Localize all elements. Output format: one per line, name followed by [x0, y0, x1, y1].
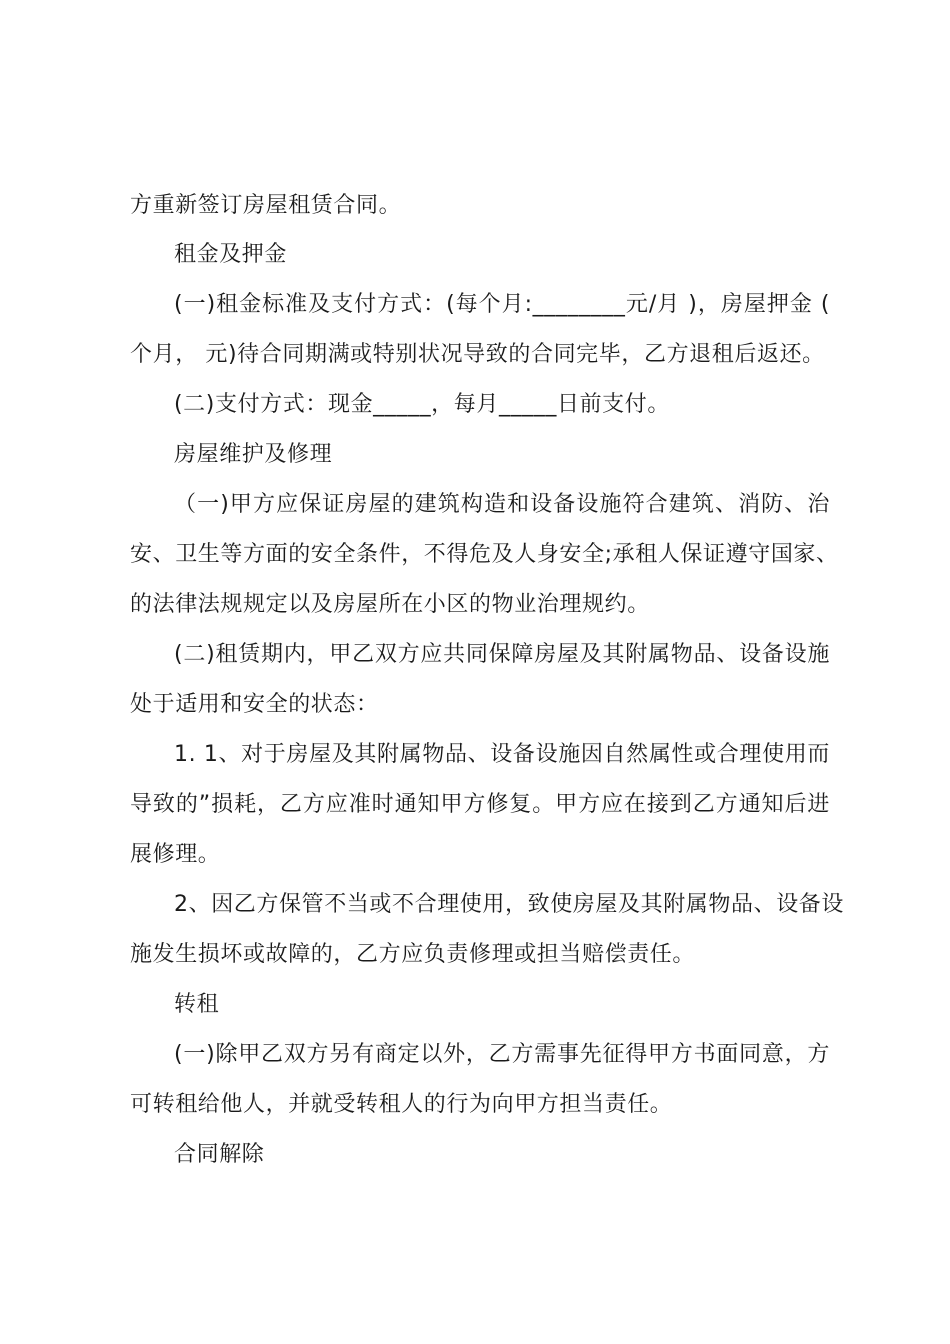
- section-heading: 房屋维护及修理: [174, 442, 333, 467]
- paragraph-line: 个月， 元)待合同期满或特别状况导致的合同完毕，乙方退租后返还。: [130, 342, 825, 367]
- section-heading: 转租: [174, 992, 220, 1017]
- paragraph-line: 方重新签订房屋租赁合同。: [130, 193, 402, 218]
- section-heading: 租金及押金: [174, 242, 288, 267]
- paragraph-line: 处于适用和安全的状态：: [130, 692, 379, 717]
- paragraph-line: 安、卫生等方面的安全条件，不得危及人身安全;承租人保证遵守国家、: [130, 542, 839, 567]
- paragraph-line: 2、因乙方保管不当或不合理使用，致使房屋及其附属物品、设备设: [174, 892, 844, 917]
- paragraph-line: 的法律法规规定以及房屋所在小区的物业治理规约。: [130, 592, 650, 617]
- section-heading: 合同解除: [174, 1142, 265, 1167]
- paragraph-line: (一)租金标准及支付方式：(每个月:________元/月 )，房屋押金 (: [174, 292, 830, 317]
- paragraph-line: (二)支付方式：现金_____，每月_____日前支付。: [174, 392, 670, 417]
- paragraph-line: 导致的”损耗，乙方应准时通知甲方修复。甲方应在接到乙方通知后进: [130, 792, 830, 817]
- paragraph-line: 展修理。: [130, 842, 221, 867]
- paragraph-line: (二)租赁期内，甲乙双方应共同保障房屋及其附属物品、设备设施: [174, 642, 830, 667]
- paragraph-line: (一)除甲乙双方另有商定以外，乙方需事先征得甲方书面同意，方: [174, 1042, 830, 1067]
- paragraph-line: 1. 1、对于房屋及其附属物品、设备设施因自然属性或合理使用而: [174, 742, 830, 767]
- paragraph-line: （一)甲方应保证房屋的建筑构造和设备设施符合建筑、消防、治: [174, 492, 830, 517]
- paragraph-line: 可转租给他人，并就受转租人的行为向甲方担当责任。: [130, 1092, 673, 1117]
- paragraph-line: 施发生损坏或故障的，乙方应负责修理或担当赔偿责任。: [130, 942, 696, 967]
